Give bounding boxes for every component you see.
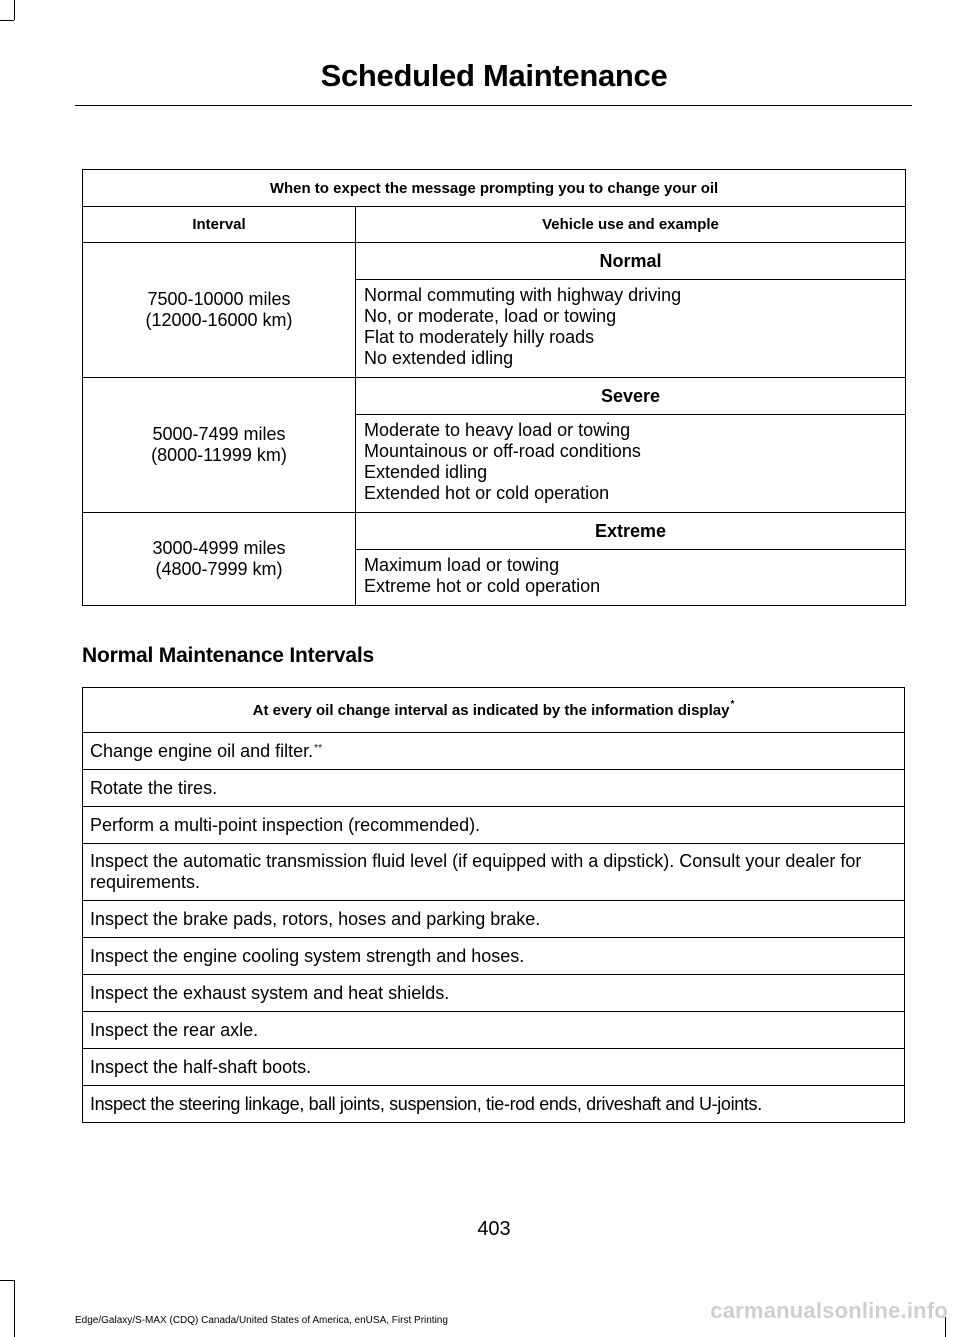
maintenance-item	[83, 733, 905, 770]
interval-miles: 3000-4999 miles	[152, 538, 286, 558]
page-number: 403	[477, 1218, 511, 1240]
usage-examples	[356, 280, 906, 378]
crop-mark	[0, 20, 14, 21]
usage-example: No extended idling	[364, 348, 514, 368]
maintenance-item: Inspect the exhaust system and heat shields.	[83, 975, 905, 1012]
usage-example: Extreme hot or cold operation	[364, 576, 601, 596]
header-text: At every oil change interval as indicated by the information display	[252, 701, 730, 719]
severity-label: Extreme	[356, 513, 906, 550]
usage-examples	[356, 415, 906, 513]
crop-mark	[14, 1280, 15, 1337]
interval-km: (4800-7999 km)	[155, 559, 283, 579]
maintenance-table-header	[83, 688, 905, 733]
usage-example: Maximum load or towing	[364, 555, 560, 575]
usage-example: Moderate to heavy load or towing	[364, 420, 631, 440]
maintenance-item: Inspect the steering linkage, ball joints, suspension, tie-rod ends, driveshaft and U-joints.	[83, 1086, 905, 1123]
usage-example: Flat to moderately hilly roads	[364, 327, 595, 347]
usage-example: Extended hot or cold operation	[364, 483, 610, 503]
maintenance-item: Perform a multi-point inspection (recommended).	[83, 807, 905, 844]
maintenance-item: Inspect the rear axle.	[83, 1012, 905, 1049]
maintenance-item: Inspect the brake pads, rotors, hoses and parking brake.	[83, 901, 905, 938]
crop-mark	[14, 0, 15, 20]
title-divider	[75, 105, 912, 106]
maintenance-item: Rotate the tires.	[83, 770, 905, 807]
interval-miles: 7500-10000 miles	[147, 289, 291, 309]
interval-miles: 5000-7499 miles	[152, 424, 286, 444]
interval-cell	[83, 513, 356, 606]
interval-km: (8000-11999 km)	[151, 445, 287, 465]
maintenance-table	[82, 687, 905, 1123]
footnote-mark: **	[314, 742, 322, 754]
crop-mark	[0, 1280, 14, 1281]
severity-label: Severe	[356, 378, 906, 415]
publication-info: Edge/Galaxy/S-MAX (CDQ) Canada/United States of America, enUSA, First Printing	[75, 1315, 448, 1326]
usage-examples	[356, 550, 906, 606]
maintenance-item-text: Change engine oil and filter.	[90, 740, 314, 761]
watermark: carmanualsonline.info	[710, 1298, 948, 1323]
usage-example: Normal commuting with highway driving	[364, 285, 682, 305]
usage-example: Mountainous or off-road conditions	[364, 441, 641, 461]
interval-cell	[83, 243, 356, 378]
maintenance-item: Inspect the engine cooling system strength and hoses.	[83, 938, 905, 975]
oil-table-caption: When to expect the message prompting you to change your oil	[83, 170, 906, 207]
interval-km: (12000-16000 km)	[145, 310, 293, 330]
maintenance-item: Inspect the automatic transmission fluid level (if equipped with a dipstick). Consult your dealer for requirements.	[83, 844, 905, 901]
usage-example: No, or moderate, load or towing	[364, 306, 617, 326]
maintenance-item: Inspect the half-shaft boots.	[83, 1049, 905, 1086]
section-heading: Normal Maintenance Intervals	[82, 644, 374, 667]
footnote-mark: *	[730, 698, 735, 710]
page-title: Scheduled Maintenance	[320, 58, 668, 93]
usage-example: Extended idling	[364, 462, 488, 482]
interval-cell	[83, 378, 356, 513]
severity-label: Normal	[356, 243, 906, 280]
column-header-vehicle-use: Vehicle use and example	[356, 207, 906, 243]
column-header-interval: Interval	[83, 207, 356, 243]
oil-change-table	[82, 169, 906, 606]
